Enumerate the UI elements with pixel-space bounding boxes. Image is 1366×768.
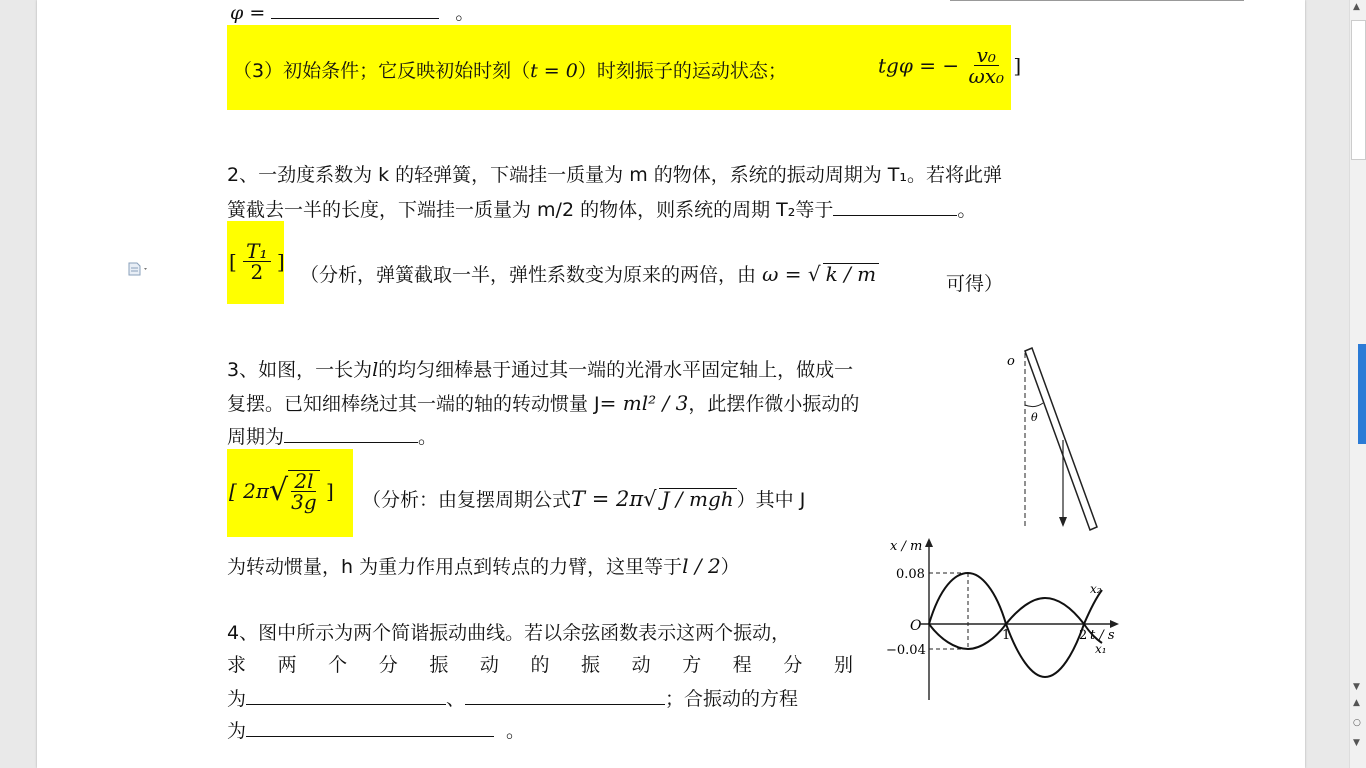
q3-line3: 周期为 。 — [227, 426, 438, 448]
curve1-label: x₁ — [1095, 642, 1107, 656]
y-axis-label: x / m — [890, 539, 923, 554]
q4-line2-char: 振 — [429, 654, 449, 676]
rod — [1025, 348, 1097, 530]
q2-line1: 2、一劲度系数为 k 的轻弹簧，下端挂一质量为 m 的物体，系统的振动周期为 T₁。若将此弹 — [227, 164, 1003, 186]
answer-blank-sum — [246, 720, 494, 737]
q2-answer: [ $\frac{\text{T₁}}{2}$ ] — [229, 239, 285, 284]
answer-blank — [284, 426, 418, 443]
document-icon[interactable] — [128, 262, 150, 276]
q3-analysis: （分析：由复摆周期公式T = 2π√ J / mgh ）其中 J — [362, 487, 806, 511]
q4-line2-char: 程 — [732, 654, 752, 676]
side-panel-toggle[interactable] — [1358, 344, 1366, 444]
y-tick-top: 0.08 — [896, 567, 925, 582]
q4-line2-char: 分 — [378, 654, 398, 676]
fraction-numerator: v₀ — [974, 45, 999, 66]
q4-line2-char: 动 — [479, 654, 499, 676]
x-tick-1: 1 — [1002, 628, 1011, 643]
header-rule — [950, 0, 1244, 1]
answer-blank-x1 — [246, 688, 446, 705]
q4-line1: 4、图中所示为两个简谐振动曲线。若以余弦函数表示这两个振动， — [227, 622, 791, 644]
prev-page-icon[interactable]: ▲ — [1353, 698, 1360, 708]
q2-analysis: （分析，弹簧截取一半，弹性系数变为原来的两倍，由 ω = √ k / m — [300, 263, 879, 285]
q3-line2: 复摆。已知细棒绕过其一端的轴的转动惯量 J= ml² / 3，此摆作微小振动的 — [227, 391, 860, 415]
q2-line2: 簧截去一半的长度，下端挂一质量为 m/2 的物体，则系统的周期 T₂等于 。 — [227, 199, 977, 221]
curve2-label: x₂ — [1090, 582, 1102, 596]
answer-blank — [833, 199, 957, 216]
q4-line2-char: 分 — [783, 654, 803, 676]
curve-x2 — [929, 573, 1102, 677]
q4-line2 — [227, 656, 853, 675]
answer-blank — [271, 2, 439, 19]
x-tick-2: 2 — [1079, 628, 1088, 643]
q4-line4: 为 。 — [227, 720, 526, 742]
scroll-thumb[interactable] — [1351, 20, 1366, 160]
scroll-up-icon[interactable]: ▲ — [1353, 2, 1360, 12]
origin-label: O — [910, 618, 922, 634]
q4-line2-char: 的 — [530, 654, 550, 676]
theta-label: θ — [1031, 411, 1038, 424]
phi-symbol: φ — [230, 2, 244, 24]
q3-line1: 3、如图，一长为l的均匀细棒悬于通过其一端的光滑水平固定轴上，做成一 — [227, 359, 854, 381]
q4-line2-char: 个 — [328, 654, 348, 676]
equals: = — [249, 2, 266, 24]
angle-arc — [1025, 403, 1043, 407]
scroll-down-icon[interactable]: ▼ — [1353, 682, 1360, 692]
period: 。 — [455, 2, 475, 24]
q4-line2-char: 别 — [833, 654, 853, 676]
q3-answer: [ 2π√ $\frac{2l}{3g}$ ] — [229, 469, 334, 514]
answer-blank-x2 — [465, 688, 665, 705]
pivot-label: o — [1007, 354, 1015, 369]
pendulum-figure — [995, 345, 1105, 535]
initial-condition-line: （3）初始条件；它反映初始时刻（t = 0）时刻振子的运动状态； — [233, 60, 787, 82]
q4-line2-char: 两 — [277, 654, 297, 676]
phi-line — [230, 2, 474, 23]
next-page-icon[interactable]: ▼ — [1353, 738, 1360, 748]
select-browse-icon[interactable]: ○ — [1353, 718, 1361, 728]
tg-phi-formula: tgφ = − $\frac{\text{v₀}}{\text{ωx₀}}$ ] — [878, 43, 1022, 88]
q4-line3: 为 、 ；合振动的方程 — [227, 688, 799, 710]
arrow-head — [1059, 517, 1067, 527]
q3-line5: 为转动惯量，h 为重力作用点到转点的力臂，这里等于l / 2） — [227, 554, 740, 578]
q4-line2-char: 动 — [631, 654, 651, 676]
q4-line2-char: 方 — [682, 654, 702, 676]
oscillation-graph — [880, 535, 1140, 700]
q2-analysis-end: 可得） — [946, 273, 1004, 295]
fraction-denominator: ωx₀ — [968, 64, 1005, 88]
q4-line2-char: 求 — [227, 654, 247, 676]
y-tick-bottom: −0.04 — [886, 643, 926, 658]
q4-line2-char: 振 — [581, 654, 601, 676]
x-axis-label: t / s — [1090, 628, 1115, 643]
